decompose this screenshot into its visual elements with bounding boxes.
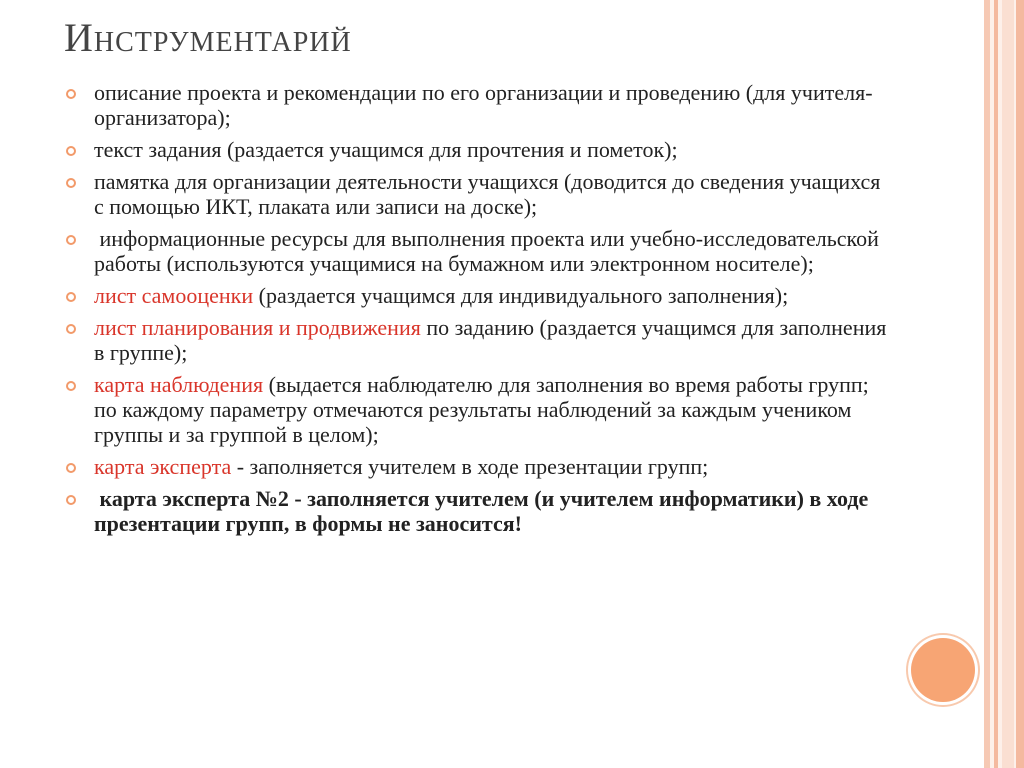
side-stripe bbox=[1016, 0, 1024, 768]
list-item bbox=[60, 169, 890, 219]
bullet-ring-icon bbox=[66, 178, 76, 188]
item-text: описание проекта и рекомендации по его организации и проведению (для учителя-организатора); bbox=[94, 80, 873, 130]
list-item bbox=[60, 315, 890, 365]
item-text: карта эксперта №2 - заполняется учителем (и учителем информатики) в ходе презентации групп, в формы не заносится! bbox=[94, 486, 874, 536]
decorative-circle-icon bbox=[911, 638, 975, 702]
list-item bbox=[60, 137, 890, 162]
bullet-ring-icon bbox=[66, 381, 76, 391]
item-text: - заполняется учителем в ходе презентации групп; bbox=[231, 454, 709, 479]
list-item bbox=[60, 372, 890, 447]
list-item-emphasis bbox=[60, 486, 890, 536]
item-text: текст задания (раздается учащимся для прочтения и пометок); bbox=[94, 137, 678, 162]
side-stripe bbox=[994, 0, 998, 768]
bullet-ring-icon bbox=[66, 89, 76, 99]
list-item bbox=[60, 283, 890, 308]
item-text: по заданию (раздается учащимся для заполнения в группе); bbox=[94, 315, 887, 365]
bullet-ring-icon bbox=[66, 292, 76, 302]
bullet-ring-icon bbox=[66, 235, 76, 245]
slide-title: Инструментарий bbox=[64, 15, 352, 60]
item-highlight: карта наблюдения bbox=[94, 372, 264, 397]
bullet-ring-icon bbox=[66, 324, 76, 334]
item-highlight: лист самооценки bbox=[94, 283, 254, 308]
item-highlight: лист планирования и продвижения bbox=[94, 315, 421, 340]
list-item bbox=[60, 80, 890, 130]
bullet-list bbox=[60, 80, 890, 543]
side-stripe bbox=[1002, 0, 1014, 768]
item-text: (раздается учащимся для индивидуального заполнения); bbox=[253, 283, 789, 308]
list-item bbox=[60, 226, 890, 276]
item-text: информационные ресурсы для выполнения проекта или учебно-исследовательской работы (используются учащимися на бумажном или электронном носителе); bbox=[94, 226, 885, 276]
bullet-ring-icon bbox=[66, 463, 76, 473]
list-item bbox=[60, 454, 890, 479]
bullet-ring-icon bbox=[66, 146, 76, 156]
side-stripe bbox=[984, 0, 990, 768]
bullet-ring-icon bbox=[66, 495, 76, 505]
item-highlight: карта эксперта bbox=[94, 454, 232, 479]
item-text: памятка для организации деятельности учащихся (доводится до сведения учащихся с помощью ИКТ, плаката или записи на доске); bbox=[94, 169, 881, 219]
item-text: (выдается наблюдателю для заполнения во время работы групп; по каждому параметру отмечаются результаты наблюдений за каждым учеником группы и за группой в целом); bbox=[94, 372, 869, 447]
